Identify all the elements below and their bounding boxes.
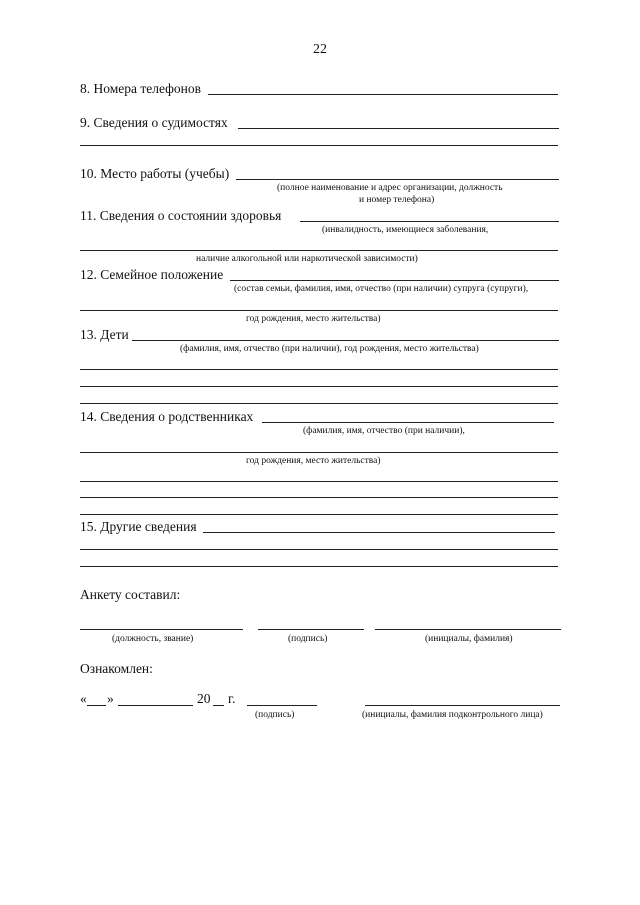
- date-month-line[interactable]: [118, 705, 193, 706]
- relatives-hint: (фамилия, имя, отчество (при наличии),: [303, 426, 465, 436]
- relatives-hint-2: год рождения, место жительства): [246, 456, 381, 466]
- compiled-position-line[interactable]: [80, 629, 243, 630]
- work-hint-2: и номер телефона): [359, 195, 435, 205]
- relatives-input-line-5[interactable]: [80, 514, 558, 515]
- family-input-line[interactable]: [230, 280, 559, 281]
- relatives-input-line[interactable]: [262, 422, 554, 423]
- ack-signature-hint: (подпись): [255, 710, 295, 720]
- family-input-line-2[interactable]: [80, 310, 558, 311]
- field-label-relatives: 14. Сведения о родственниках: [80, 409, 254, 424]
- health-input-line-2[interactable]: [80, 250, 558, 251]
- compiled-signature-hint: (подпись): [288, 634, 328, 644]
- ack-name-line[interactable]: [365, 705, 560, 706]
- work-input-line[interactable]: [236, 179, 559, 180]
- date-quote-close: »: [107, 691, 114, 706]
- date-year-line[interactable]: [213, 705, 224, 706]
- field-label-other: 15. Другие сведения: [80, 519, 197, 534]
- compiled-name-line[interactable]: [375, 629, 561, 630]
- children-input-line[interactable]: [132, 340, 559, 341]
- children-hint: (фамилия, имя, отчество (при наличии), год рождения, место жительства): [180, 344, 479, 354]
- ack-signature-line[interactable]: [247, 705, 317, 706]
- acknowledged-label: Ознакомлен:: [80, 661, 153, 676]
- compiled-signature-line[interactable]: [258, 629, 364, 630]
- convictions-input-line[interactable]: [238, 128, 559, 129]
- field-label-convictions: 9. Сведения о судимостях: [80, 115, 228, 130]
- family-hint-2: год рождения, место жительства): [246, 314, 381, 324]
- field-label-health: 11. Сведения о состоянии здоровья: [80, 208, 282, 223]
- field-label-family: 12. Семейное положение: [80, 267, 224, 282]
- children-input-line-4[interactable]: [80, 403, 558, 404]
- compiled-by-label: Анкету составил:: [80, 587, 181, 602]
- relatives-input-line-4[interactable]: [80, 497, 558, 498]
- compiled-position-hint: (должность, звание): [112, 634, 194, 644]
- relatives-input-line-2[interactable]: [80, 452, 558, 453]
- field-label-work: 10. Место работы (учебы): [80, 166, 230, 181]
- health-hint: (инвалидность, имеющиеся заболевания,: [322, 225, 489, 235]
- field-label-children: 13. Дети: [80, 327, 129, 342]
- other-input-line-3[interactable]: [80, 566, 558, 567]
- date-year-suffix: г.: [228, 691, 236, 706]
- relatives-input-line-3[interactable]: [80, 481, 558, 482]
- children-input-line-2[interactable]: [80, 369, 558, 370]
- health-hint-2: наличие алкогольной или наркотической зависимости): [196, 254, 418, 264]
- work-hint: (полное наименование и адрес организации, должность: [277, 183, 503, 193]
- health-input-line[interactable]: [300, 221, 559, 222]
- ack-name-hint: (инициалы, фамилия подконтрольного лица): [362, 710, 543, 720]
- page-number: 22: [313, 42, 327, 57]
- other-input-line[interactable]: [203, 532, 555, 533]
- field-label-phones: 8. Номера телефонов: [80, 81, 202, 96]
- date-quote-open: «: [80, 691, 87, 706]
- phones-input-line[interactable]: [208, 94, 558, 95]
- date-year-prefix: 20: [197, 691, 211, 706]
- other-input-line-2[interactable]: [80, 549, 558, 550]
- family-hint: (состав семьи, фамилия, имя, отчество (при наличии) супруга (супруги),: [234, 284, 529, 294]
- convictions-input-line-2[interactable]: [80, 145, 558, 146]
- children-input-line-3[interactable]: [80, 386, 558, 387]
- compiled-name-hint: (инициалы, фамилия): [425, 634, 513, 644]
- date-day-line[interactable]: [87, 705, 106, 706]
